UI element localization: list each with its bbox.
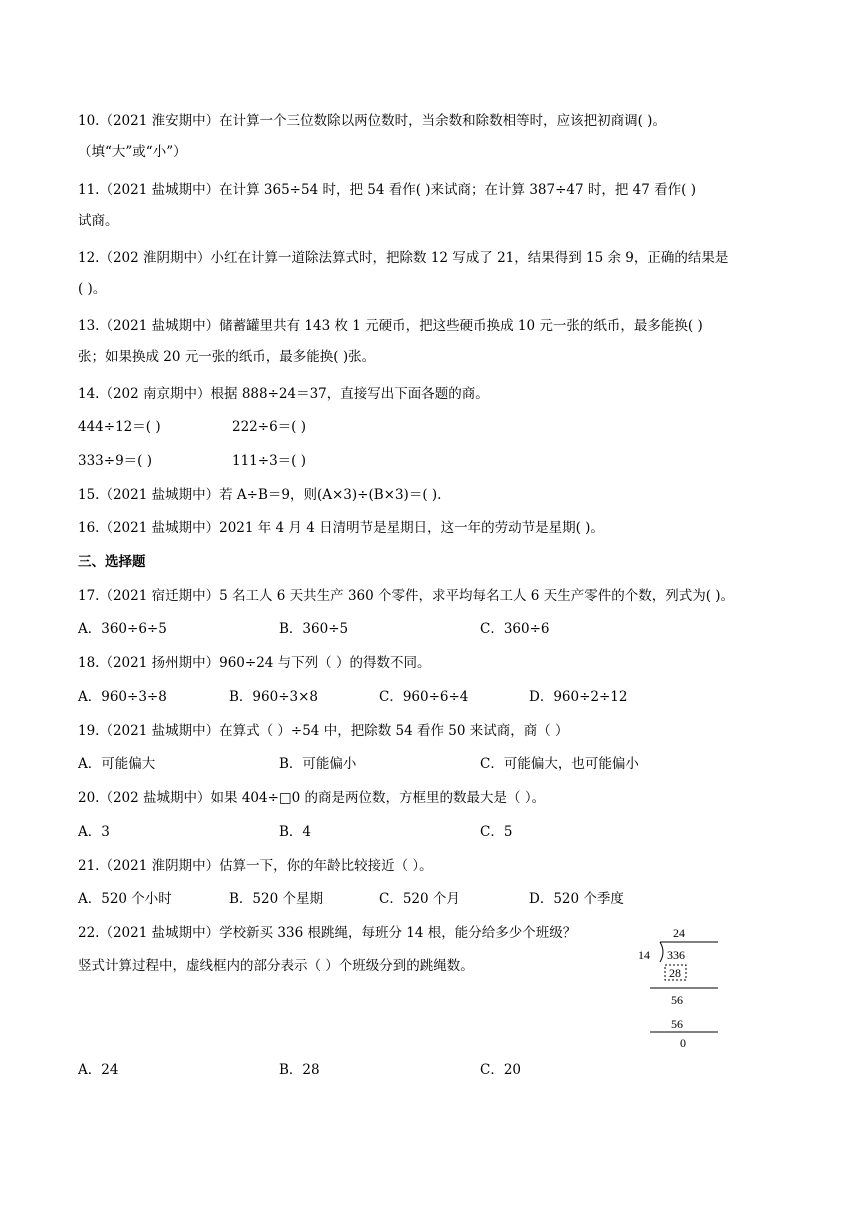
question-20-stem: 20.（202 盐城期中）如果 404÷□0 的商是两位数，方框里的数最大是（ ）。 xyxy=(78,790,546,806)
question-13-line-2: 张；如果换成 20 元一张的纸币，最多能换( )张。 xyxy=(78,349,376,365)
long-division-lines xyxy=(636,922,736,1054)
question-22-option-c: C．20 xyxy=(480,1062,522,1078)
question-18-option-d: D．960÷2÷12 xyxy=(529,689,628,705)
question-22-option-b: B．28 xyxy=(279,1062,320,1078)
question-19-option-c: C．可能偏大，也可能偏小 xyxy=(480,756,639,772)
question-19-option-b: B．可能偏小 xyxy=(279,756,357,772)
question-18-option-c: C．960÷6÷4 xyxy=(379,689,469,705)
question-12-line-2: ( )。 xyxy=(78,281,107,297)
remainder: 0 xyxy=(680,1036,686,1050)
question-21-stem: 21.（2021 淮阴期中）估算一下，你的年龄比较接近（ ）。 xyxy=(78,858,433,874)
question-18-stem: 18.（2021 扬州期中）960÷24 与下列（ ）的得数不同。 xyxy=(78,655,431,671)
question-17-stem: 17.（2021 宿迁期中）5 名工人 6 天共生产 360 个零件，求平均每名工人 6 天生产零件的个数，列式为( )。 xyxy=(78,588,735,604)
question-20-option-a: A．3 xyxy=(78,824,110,840)
partial-product-2: 56 xyxy=(671,1017,683,1031)
question-22-stem-line-1: 22.（2021 盐城期中）学校新买 336 根跳绳，每班分 14 根，能分给多少个班级？ xyxy=(78,925,577,941)
partial-dividend-2: 56 xyxy=(671,993,683,1007)
question-18-option-b: B．960÷3×8 xyxy=(229,689,318,705)
question-17-option-b: B．360÷5 xyxy=(279,621,349,637)
question-19-stem: 19.（2021 盐城期中）在算式（ ）÷54 中，把除数 54 看作 50 来试商，商（ ） xyxy=(78,723,569,739)
question-22-stem-line-2: 竖式计算过程中，虚线框内的部分表示（ ）个班级分到的跳绳数。 xyxy=(78,958,474,974)
divisor: 14 xyxy=(638,948,650,962)
long-division-figure xyxy=(636,922,736,1054)
question-17-option-a: A．360÷6÷5 xyxy=(78,621,167,637)
question-14-item-a: 444÷12＝( ) xyxy=(78,419,161,435)
question-10-line-2: （填“大”或“小”） xyxy=(78,144,187,160)
question-14-item-b: 222÷6＝( ) xyxy=(232,419,306,435)
question-10-line-1: 10.（2021 淮安期中）在计算一个三位数除以两位数时，当余数和除数相等时，应该把初商调( )。 xyxy=(78,113,666,129)
question-14-item-c: 333÷9＝( ) xyxy=(78,453,152,469)
question-12-line-1: 12.（202 淮阴期中）小红在计算一道除法算式时，把除数 12 写成了 21，结果得到 15 余 9，正确的结果是 xyxy=(78,250,729,266)
question-18-option-a: A．960÷3÷8 xyxy=(78,689,167,705)
question-19-option-a: A．可能偏大 xyxy=(78,756,156,772)
question-21-option-b: B．520 个星期 xyxy=(229,891,323,907)
question-13-line-1: 13.（2021 盐城期中）储蓄罐里共有 143 枚 1 元硬币，把这些硬币换成 10 元一张的纸币，最多能换( ) xyxy=(78,318,703,334)
question-20-option-c: C．5 xyxy=(480,824,513,840)
question-21-option-a: A．520 个小时 xyxy=(78,891,172,907)
quotient: 24 xyxy=(673,926,685,940)
section-title: 三、选择题 xyxy=(78,554,146,570)
question-15-line-1: 15.（2021 盐城期中）若 A÷B＝9，则(A×3)÷(B×3)＝( ). xyxy=(78,487,442,503)
question-14-line-1: 14.（202 南京期中）根据 888÷24＝37，直接写出下面各题的商。 xyxy=(78,386,489,402)
question-22-option-a: A．24 xyxy=(78,1062,119,1078)
question-14-item-d: 111÷3＝( ) xyxy=(232,453,306,469)
partial-product-1: 28 xyxy=(669,966,681,980)
question-20-option-b: B．4 xyxy=(279,824,312,840)
dividend: 336 xyxy=(667,948,685,962)
question-11-line-1: 11.（2021 盐城期中）在计算 365÷54 时，把 54 看作( )来试商；在计算 387÷47 时，把 47 看作( ) xyxy=(78,182,696,198)
question-21-option-d: D．520 个季度 xyxy=(529,891,624,907)
question-11-line-2: 试商。 xyxy=(78,213,119,229)
question-17-option-c: C．360÷6 xyxy=(480,621,550,637)
question-16-line-1: 16.（2021 盐城期中）2021 年 4 月 4 日清明节是星期日，这一年的劳动节是星期( )。 xyxy=(78,520,604,536)
question-21-option-c: C．520 个月 xyxy=(379,891,460,907)
